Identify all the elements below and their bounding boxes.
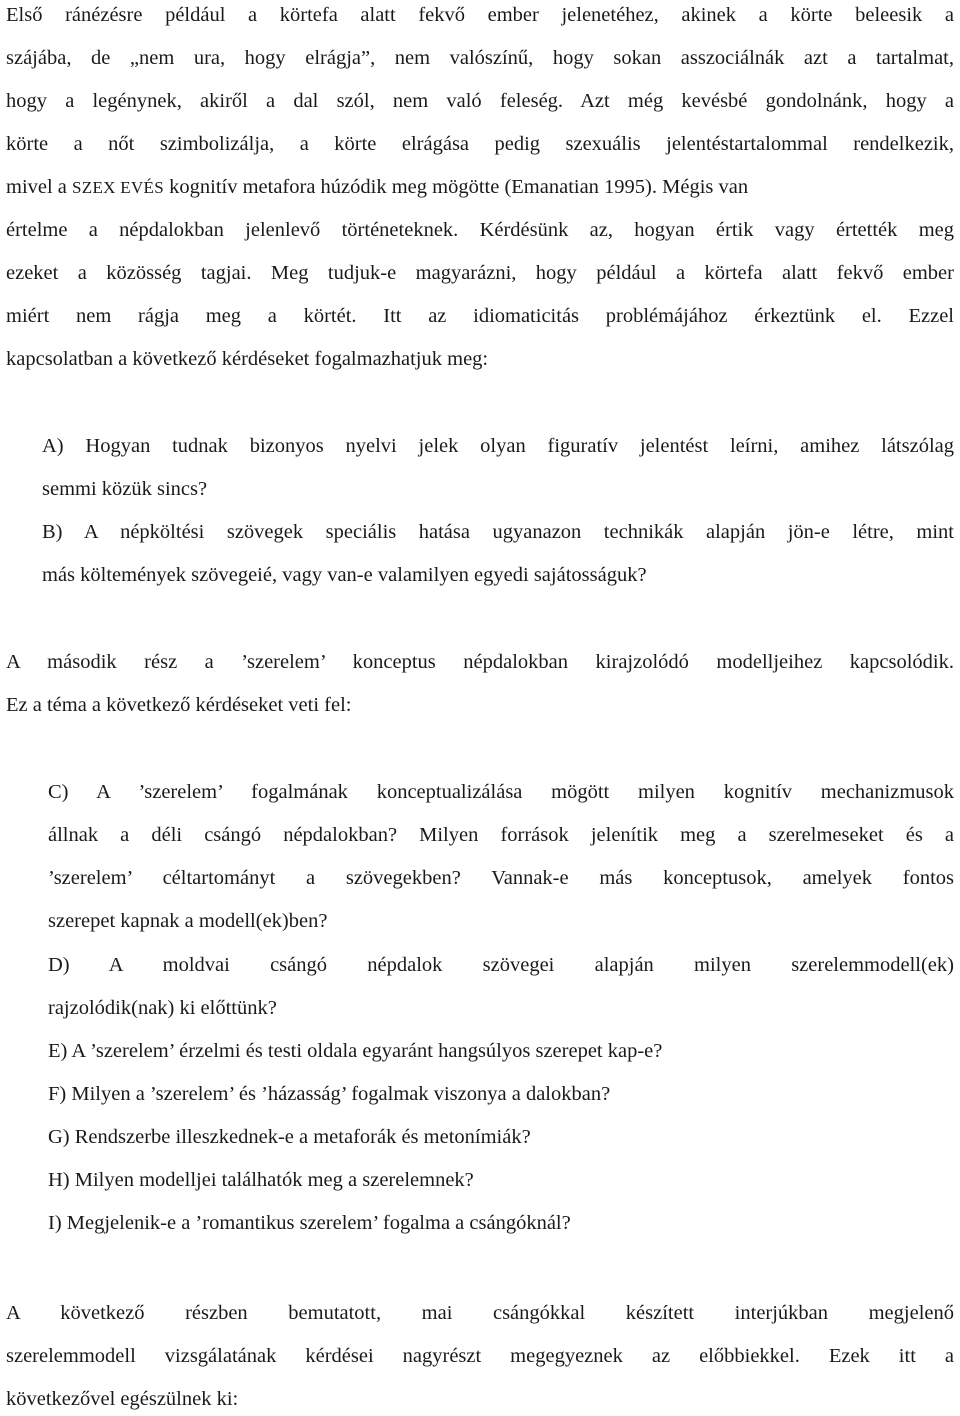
question-b: B) A népköltési szövegek speciális hatása ugyanazon technikák alapján jön-e létre, mint — [42, 521, 954, 543]
question-d: D) A moldvai csángó népdalok szövegei alapján milyen szerelemmodell(ek) — [48, 954, 954, 976]
question-e: E) A ’szerelem’ érzelmi és testi oldala egyaránt hangsúlyos szerepet kap-e? — [48, 1040, 663, 1062]
question-b-cont: más költemények szövegeié, vagy van-e valamilyen egyedi sajátosságuk? — [42, 564, 647, 586]
text-fragment: mivel a — [6, 176, 73, 198]
question-c-cont: ’szerelem’ céltartományt a szövegekben? Vannak-e más konceptusok, amelyek fontos — [48, 867, 954, 889]
text-line: értelme a népdalokban jelenlevő történeteknek. Kérdésünk az, hogyan értik vagy értették meg — [6, 219, 954, 241]
question-c: C) A ’szerelem’ fogalmának konceptualizálása mögött milyen kognitív mechanizmusok — [48, 781, 954, 803]
text-line: körte a nőt szimbolizálja, a körte elrágása pedig szexuális jelentéstartalommal rendelkezik, — [6, 133, 954, 155]
question-a: A) Hogyan tudnak bizonyos nyelvi jelek olyan figuratív jelentést leírni, amihez látszólag — [42, 435, 954, 457]
text-line: hogy a legénynek, akiről a dal szól, nem való feleség. Azt még kevésbé gondolnánk, hogy a — [6, 90, 954, 112]
text-line: A következő részben bemutatott, mai csángókkal készített interjúkban megjelenő — [6, 1302, 954, 1324]
text-fragment: kognitív metafora húzódik meg mögötte (Emanatian 1995). Mégis van — [164, 176, 749, 198]
text-line: ezeket a közösség tagjai. Meg tudjuk-e magyarázni, hogy például a körtefa alatt fekvő ember — [6, 262, 954, 284]
question-h: H) Milyen modelljei találhatók meg a szerelemnek? — [48, 1169, 474, 1191]
question-a-cont: semmi közük sincs? — [42, 478, 208, 500]
metaphor-small-caps: SZEX EVÉS — [72, 178, 164, 197]
question-c-cont: szerepet kapnak a modell(ek)ben? — [48, 910, 328, 932]
text-line: A második rész a ’szerelem’ konceptus népdalokban kirajzolódó modelljeihez kapcsolódik. — [6, 651, 954, 673]
text-line: következővel egészülnek ki: — [6, 1388, 239, 1410]
text-line: kapcsolatban a következő kérdéseket fogalmazhatjuk meg: — [6, 348, 489, 370]
question-i: I) Megjelenik-e a ’romantikus szerelem’ fogalma a csángóknál? — [48, 1212, 571, 1234]
text-line: szájába, de „nem ura, hogy elrágja”, nem valószínű, hogy sokan asszociálnák azt a tartalmat, — [6, 47, 954, 69]
question-g: G) Rendszerbe illeszkednek-e a metaforák és metonímiák? — [48, 1126, 531, 1148]
question-c-cont: állnak a déli csángó népdalokban? Milyen források jelenítik meg a szerelmeseket és a — [48, 824, 954, 846]
text-line — [6, 174, 954, 200]
text-line: miért nem rágja meg a körtét. Itt az idiomaticitás problémájához érkeztünk el. Ezzel — [6, 305, 954, 327]
text-line: Ez a téma a következő kérdéseket veti fel: — [6, 694, 352, 716]
question-f: F) Milyen a ’szerelem’ és ’házasság’ fogalmak viszonya a dalokban? — [48, 1083, 611, 1105]
text-line: Első ránézésre például a körtefa alatt fekvő ember jelenetéhez, akinek a körte beleesik a — [6, 4, 954, 26]
text-line: szerelemmodell vizsgálatának kérdései nagyrészt megegyeznek az előbbiekkel. Ezek itt a — [6, 1345, 954, 1367]
question-d-cont: rajzolódik(nak) ki előttünk? — [48, 997, 277, 1019]
